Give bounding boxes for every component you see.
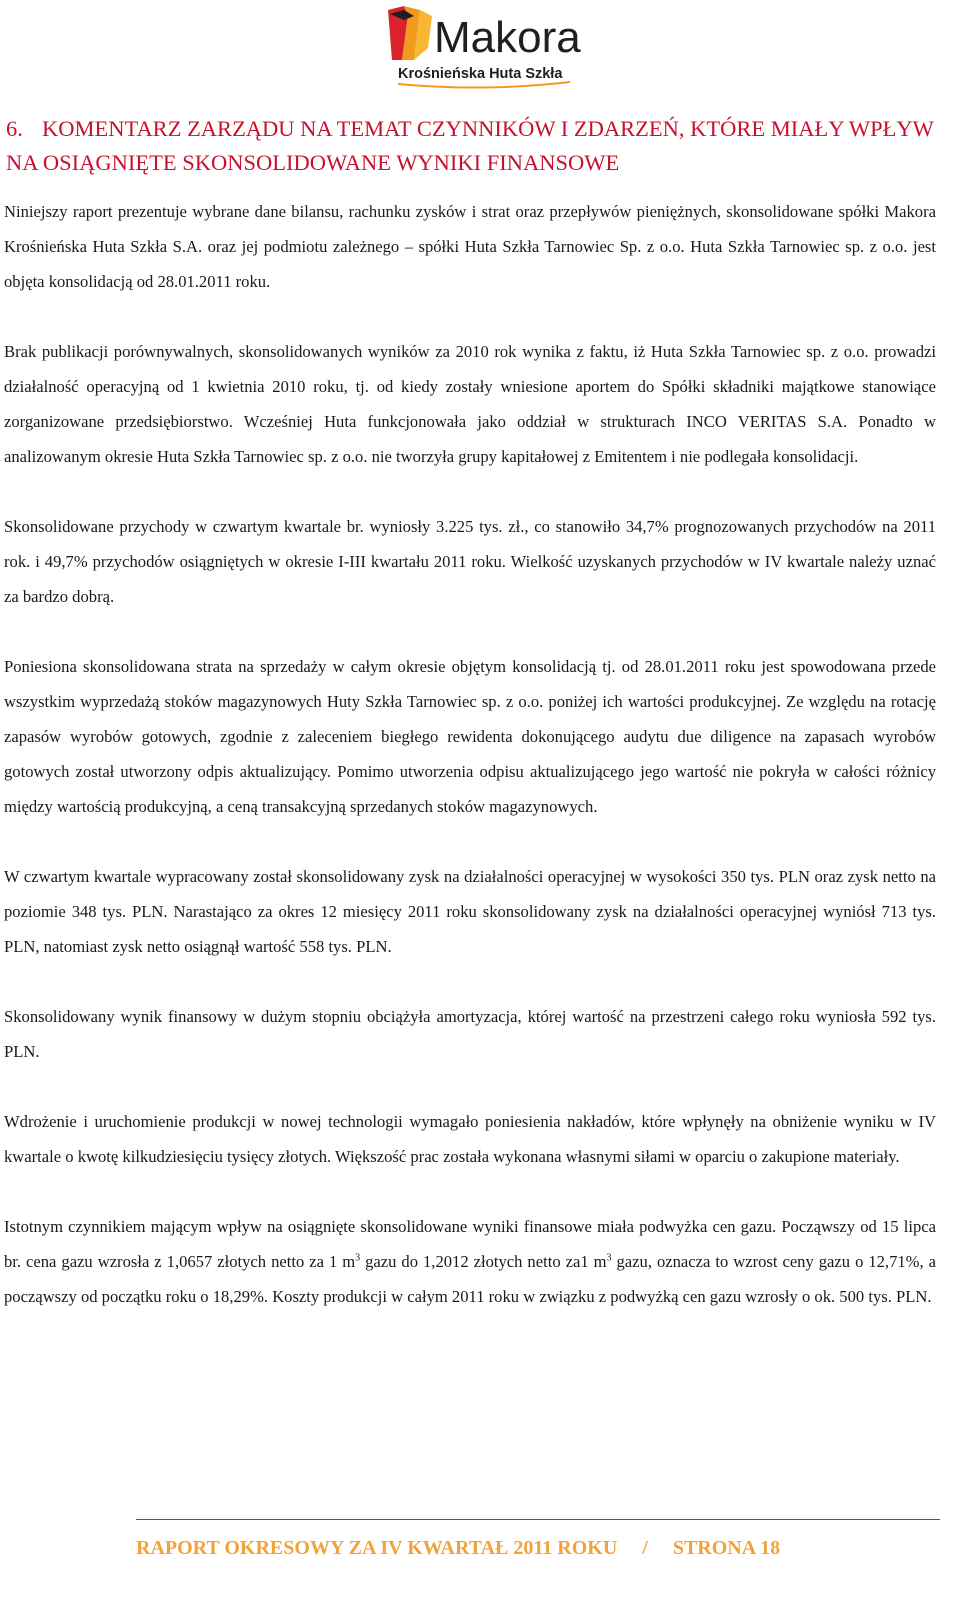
makora-logo-icon bbox=[384, 2, 584, 94]
report-body bbox=[4, 194, 936, 1349]
paragraph-gas-prices: Istotnym czynnikiem mającym wpływ na osiągnięte skonsolidowane wyniki finansowe miała podwyżka cen gazu. Począwszy od 15 lipca br. cena gazu wzrosła z 1,0657 złotych netto za 1 $m^3$ gazu do 1,2012 złotych netto za1 $m^3$ gazu, oznacza to wzrost ceny gazu o 12,71%, a począwszy od początku roku o 18,29%. Koszty produkcji w całym 2011 roku w związku z podwyżką cen gazu wzrosły o ok. 500 tys. PLN. bbox=[4, 1217, 936, 1306]
paragraph-operating-profit: W czwartym kwartale wypracowany został skonsolidowany zysk na działalności operacyjnej w wysokości 350 tys. PLN oraz zysk netto na poziomie 348 tys. PLN. Narastająco za okres 12 miesięcy 2011 roku skonsolidowany zysk na działalności operacyjnej wyniósł 713 tys. PLN, natomiast zysk netto osiągnął wartość 558 tys. PLN. bbox=[4, 867, 936, 956]
company-logo bbox=[384, 2, 584, 94]
paragraph-new-technology: Wdrożenie i uruchomienie produkcji w nowej technologii wymagało poniesienia nakładów, które wpłynęły na obniżenie wyniku w IV kwartale o kwotę kilkudziesięciu tysięcy złotych. Większość prac została wykonana własnymi siłami w oparciu o zakupione materiały. bbox=[4, 1112, 936, 1166]
paragraph-comparative-data: Brak publikacji porównywalnych, skonsolidowanych wyników za 2010 rok wynika z faktu, iż Huta Szkła Tarnowiec sp. z o.o. prowadzi działalność operacyjną od 1 kwietnia 2010 roku, tj. od kiedy zostały wniesione aportem do Spółki składniki majątkowe stanowiące zorganizowane przedsiębiorstwo. Wcześniej Huta funkcjonowała jako oddział w strukturach INCO VERITAS S.A. Ponadto w analizowanym okresie Huta Szkła Tarnowiec sp. z o.o. nie tworzyła grupy kapitałowej z Emitentem i nie podlegała konsolidacji. bbox=[4, 342, 936, 466]
section-title: KOMENTARZ ZARZĄDU NA TEMAT CZYNNIKÓW I ZDARZEŃ, KTÓRE MIAŁY WPŁYW NA OSIĄGNIĘTE SKONSOLIDOWANE WYNIKI FINANSOWE bbox=[6, 116, 934, 175]
section-number: 6. bbox=[6, 116, 23, 141]
page-footer: RAPORT OKRESOWY ZA IV KWARTAŁ 2011 ROKU / STRONA 18 bbox=[136, 1537, 781, 1559]
logo-wordmark: Makora bbox=[434, 13, 581, 62]
paragraph-depreciation: Skonsolidowany wynik finansowy w dużym stopniu obciążyła amortyzacja, której wartość na przestrzeni całego roku wyniosła 592 tys. PLN. bbox=[4, 1007, 936, 1061]
paragraph-consolidation-scope: Niniejszy raport prezentuje wybrane dane bilansu, rachunku zysków i strat oraz przepływów pieniężnych, skonsolidowane spółki Makora Krośnieńska Huta Szkła S.A. oraz jej podmiotu zależnego – spółki Huta Szkła Tarnowiec Sp. z o.o. Huta Szkła Tarnowiec sp. z o.o. jest objęta konsolidacją od 28.01.2011 roku. bbox=[4, 202, 936, 291]
section-heading bbox=[6, 112, 936, 180]
paragraph-revenue: Skonsolidowane przychody w czwartym kwartale br. wyniosły 3.225 tys. zł., co stanowiło 34,7% prognozowanych przychodów na 2011 rok. i 49,7% przychodów osiągniętych w okresie I-III kwartału 2011 roku. Wielkość uzyskanych przychodów w IV kwartale należy uznać za bardzo dobrą. bbox=[4, 517, 936, 606]
logo-tagline: Krośnieńska Huta Szkła bbox=[398, 66, 563, 82]
paragraph-sales-loss: Poniesiona skonsolidowana strata na sprzedaży w całym okresie objętym konsolidacją tj. od 28.01.2011 roku jest spowodowana przede wszystkim wyprzedażą stoków magazynowych Huty Szkła Tarnowiec sp. z o.o. poniżej ich wartości produkcyjnej. Ze względu na rotację zapasów wyrobów gotowych, zgodnie z zaleceniem biegłego rewidenta dokonującego audytu due diligence na zapasach wyrobów gotowych został utworzony odpis aktualizujący. Pomimo utworzenia odpisu aktualizującego jego wartość nie pokryła w całości różnicy między wartością produkcyjną, a ceną transakcyjną sprzedanych stoków magazynowych. bbox=[4, 657, 936, 816]
footer-divider bbox=[136, 1519, 940, 1520]
